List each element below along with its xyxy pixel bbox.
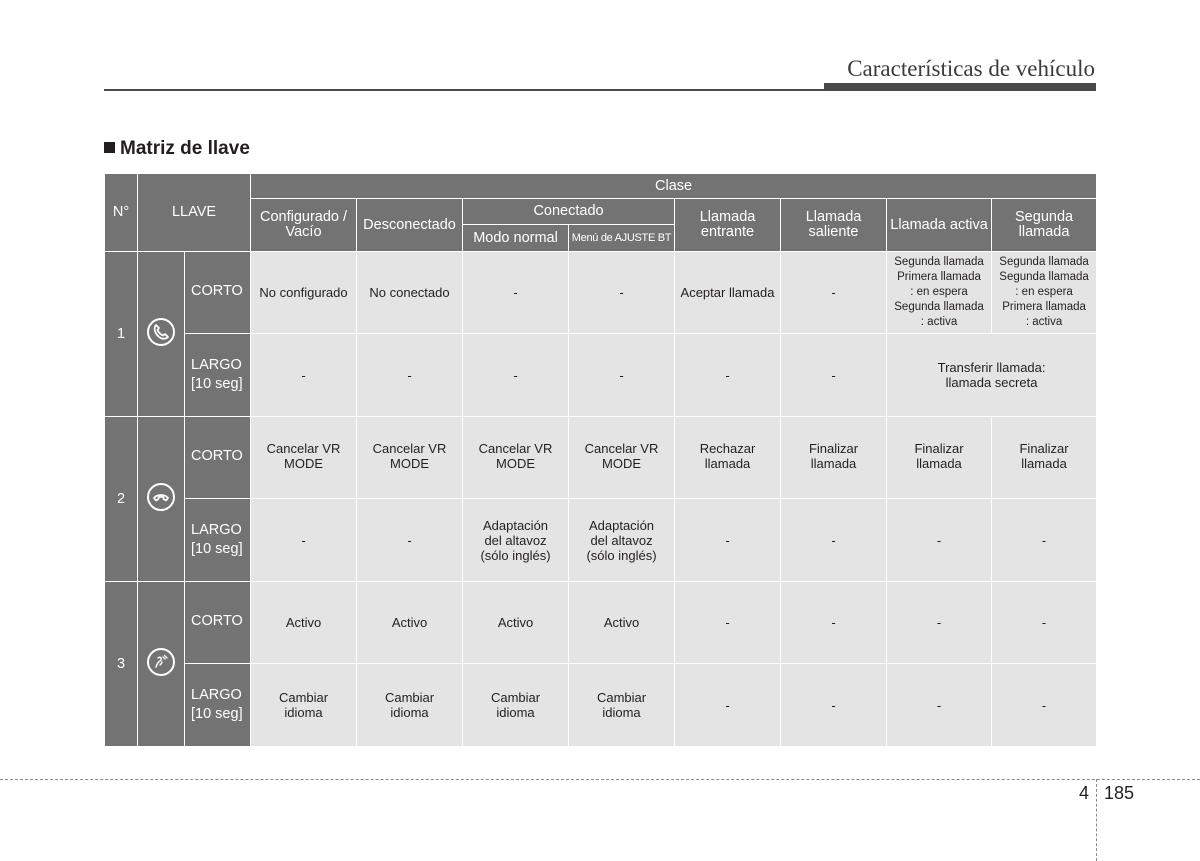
header-key: LLAVE <box>138 174 251 252</box>
press-long-label: LARGO [10 seg] <box>185 499 251 582</box>
table-cell: Finalizar llamada <box>992 417 1097 499</box>
table-cell: - <box>781 664 887 747</box>
table-cell: - <box>675 499 781 582</box>
header-configured: Configurado / Vacío <box>251 199 357 252</box>
header-second: Segunda llamada <box>992 199 1097 252</box>
table-cell: No configurado <box>251 252 357 334</box>
table-cell: Transferir llamada: llamada secreta <box>887 334 1097 417</box>
table-cell: - <box>675 664 781 747</box>
table-cell: - <box>992 664 1097 747</box>
header-disconnected: Desconectado <box>357 199 463 252</box>
header-incoming: Llamada entrante <box>675 199 781 252</box>
table-cell: Cancelar VR MODE <box>569 417 675 499</box>
press-long-label: LARGO [10 seg] <box>185 664 251 747</box>
table-cell: Cambiar idioma <box>251 664 357 747</box>
table-cell: Finalizar llamada <box>887 417 992 499</box>
table-cell: Cambiar idioma <box>463 664 569 747</box>
row-number: 3 <box>105 582 138 747</box>
table-cell: Activo <box>251 582 357 664</box>
table-cell: - <box>251 334 357 417</box>
header-outgoing: Llamada saliente <box>781 199 887 252</box>
header-rule-thin <box>104 89 824 91</box>
table-cell: - <box>781 334 887 417</box>
chapter-title: Características de vehículo <box>847 56 1095 81</box>
row-number: 1 <box>105 252 138 417</box>
table-cell: - <box>887 664 992 747</box>
page-number: 185 <box>1104 783 1135 803</box>
section-title: Matriz de llave <box>120 138 250 159</box>
chapter-number: 4 <box>1079 783 1090 803</box>
table-cell: - <box>887 499 992 582</box>
table-cell: - <box>887 582 992 664</box>
table-cell: - <box>781 499 887 582</box>
table-cell: Cambiar idioma <box>569 664 675 747</box>
table-cell: - <box>569 334 675 417</box>
key-matrix-table <box>104 173 1097 747</box>
table-cell: Activo <box>463 582 569 664</box>
table-cell: Segunda llamada Primera llamada : en espera Segunda llamada : activa <box>887 252 992 334</box>
header-normal-mode: Modo normal <box>463 225 569 252</box>
press-long-label: LARGO [10 seg] <box>185 334 251 417</box>
table-cell: - <box>357 499 463 582</box>
header-active: Llamada activa <box>887 199 992 252</box>
table-cell: Cancelar VR MODE <box>357 417 463 499</box>
phone-pickup-icon <box>147 318 175 346</box>
table-cell: - <box>992 582 1097 664</box>
press-short-label: CORTO <box>185 252 251 334</box>
table-cell: - <box>463 334 569 417</box>
table-cell: - <box>357 334 463 417</box>
table-cell: No conectado <box>357 252 463 334</box>
table-cell: - <box>781 252 887 334</box>
footer-dashed-divider <box>1096 779 1097 861</box>
table-cell: - <box>463 252 569 334</box>
table-cell: Segunda llamada Segunda llamada : en espera Primera llamada : activa <box>992 252 1097 334</box>
table-cell: - <box>675 334 781 417</box>
table-cell: Rechazar llamada <box>675 417 781 499</box>
header-class: Clase <box>251 174 1097 199</box>
header-connected: Conectado <box>463 199 675 225</box>
row-number: 2 <box>105 417 138 582</box>
table-cell: Cancelar VR MODE <box>251 417 357 499</box>
section-heading <box>104 138 250 160</box>
table-cell: - <box>675 582 781 664</box>
footer-dashed-line <box>0 779 1200 780</box>
table-cell: Cambiar idioma <box>357 664 463 747</box>
voice-recognition-icon <box>147 648 175 676</box>
press-short-label: CORTO <box>185 417 251 499</box>
press-short-label: CORTO <box>185 582 251 664</box>
table-cell: - <box>251 499 357 582</box>
key-icon-cell <box>138 252 185 417</box>
key-icon-cell <box>138 582 185 747</box>
table-cell: Activo <box>569 582 675 664</box>
header-no: N° <box>105 174 138 252</box>
table-cell: Finalizar llamada <box>781 417 887 499</box>
table-cell: Cancelar VR MODE <box>463 417 569 499</box>
table-cell: - <box>781 582 887 664</box>
table-cell: Adaptación del altavoz (sólo inglés) <box>569 499 675 582</box>
key-icon-cell <box>138 417 185 582</box>
header-rule-thick <box>824 83 1096 91</box>
table-cell: Activo <box>357 582 463 664</box>
phone-hangup-icon <box>147 483 175 511</box>
table-cell: - <box>992 499 1097 582</box>
table-cell: Adaptación del altavoz (sólo inglés) <box>463 499 569 582</box>
square-bullet-icon <box>104 142 115 153</box>
table-cell: - <box>569 252 675 334</box>
table-cell: Aceptar llamada <box>675 252 781 334</box>
header-bt-settings-menu: Menú de AJUSTE BT <box>569 225 675 252</box>
